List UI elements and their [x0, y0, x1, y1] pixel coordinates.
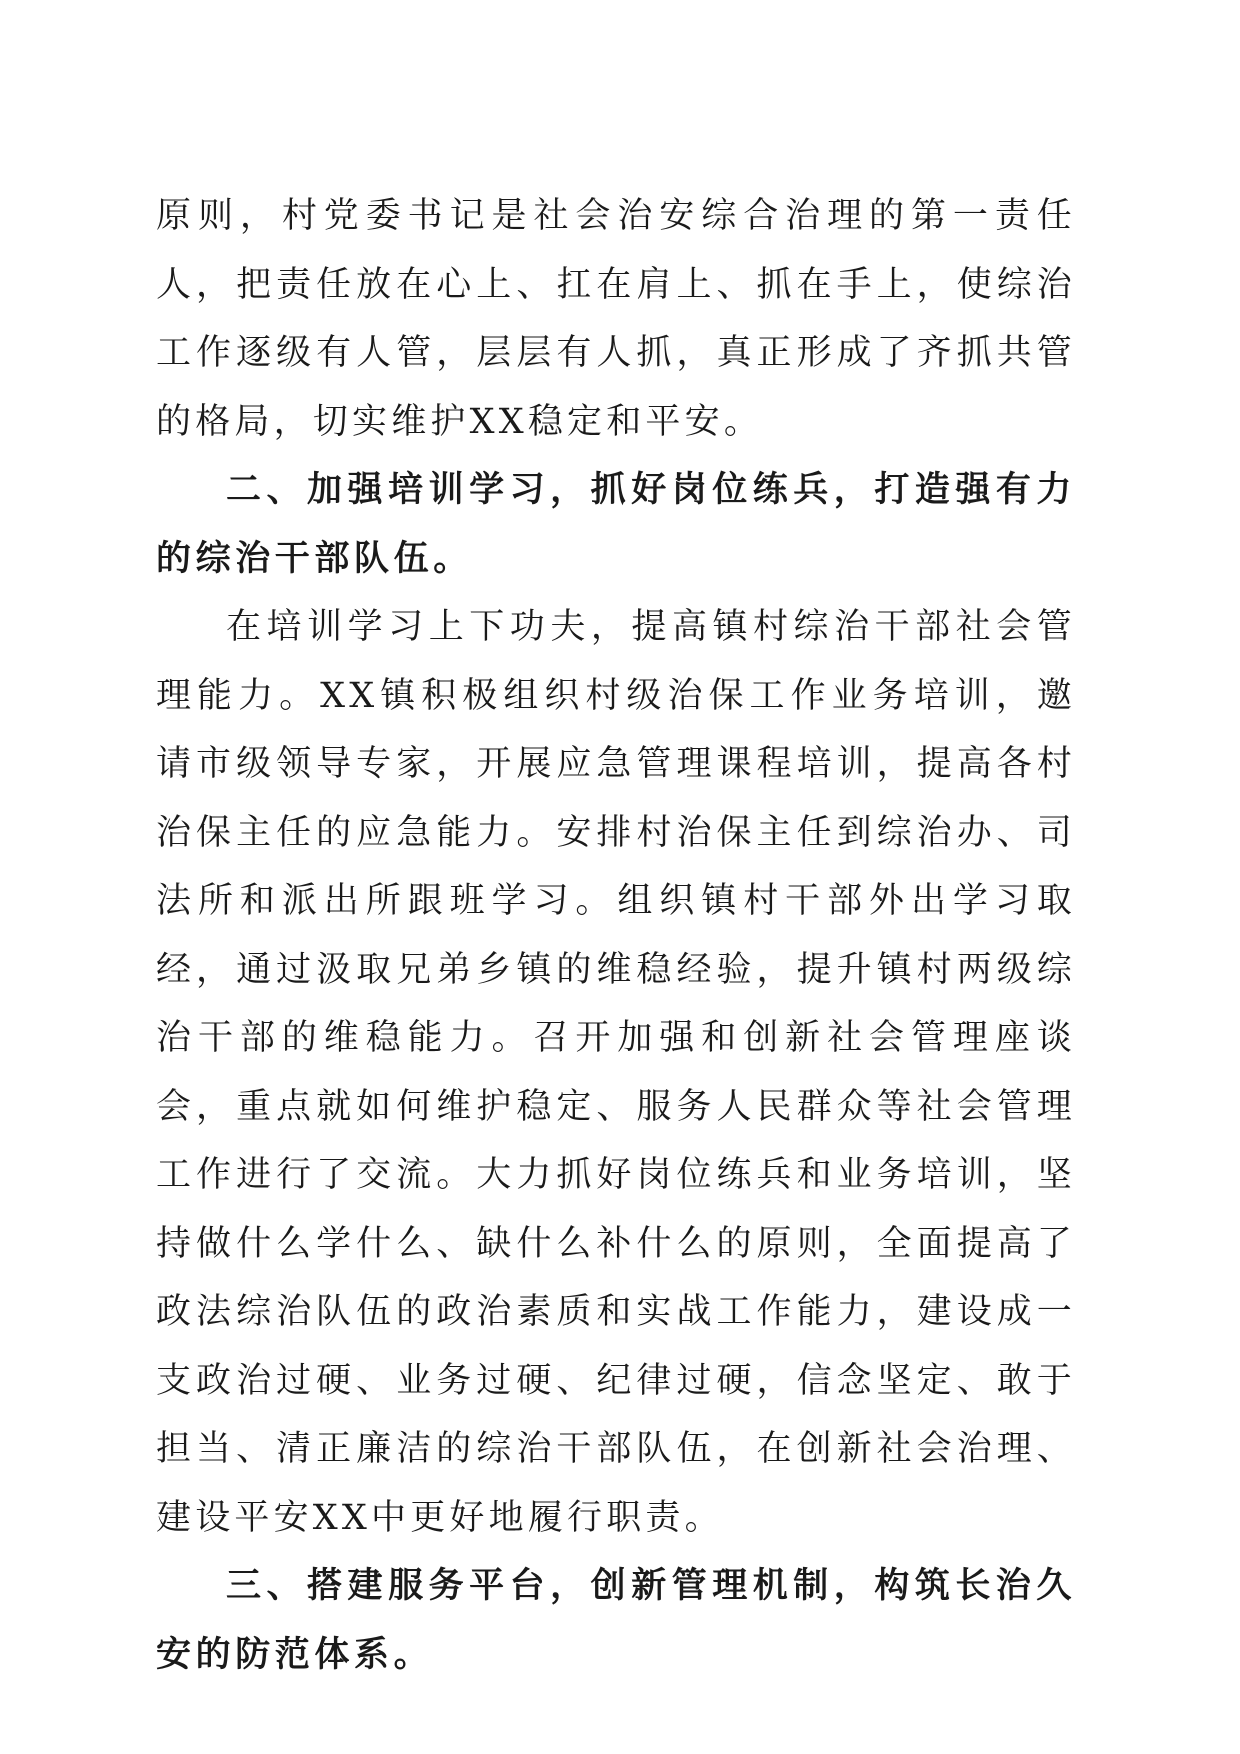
- body-paragraph-1: 原则，村党委书记是社会治安综合治理的第一责任人，把责任放在心上、扛在肩上、抓在手上，使综治工作逐级有人管，层层有人抓，真正形成了齐抓共管的格局，切实维护XX稳定和平安。: [156, 196, 1076, 442]
- document-body: [156, 182, 1076, 1689]
- body-paragraph-2: 在培训学习上下功夫，提高镇村综治干部社会管理能力。XX镇积极组织村级治保工作业务培训，邀请市级领导专家，开展应急管理课程培训，提高各村治保主任的应急能力。安排村治保主任到综治办、司法所和派出所跟班学习。组织镇村干部外出学习取经，通过汲取兄弟乡镇的维稳经验，提升镇村两级综治干部的维稳能力。召开加强和创新社会管理座谈会，重点就如何维护稳定、服务人民群众等社会管理工作进行了交流。大力抓好岗位练兵和业务培训，坚持做什么学什么、缺什么补什么的原则，全面提高了政法综治队伍的政治素质和实战工作能力，建设成一支政治过硬、业务过硬、纪律过硬，信念坚定、敢于担当、清正廉洁的综治干部队伍，在创新社会治理、建设平安XX中更好地履行职责。: [156, 607, 1076, 1538]
- section-heading-3: 三、搭建服务平台，创新管理机制，构筑长治久安的防范体系。: [156, 1566, 1076, 1675]
- section-heading-2: 二、加强培训学习，抓好岗位练兵，打造强有力的综治干部队伍。: [156, 470, 1076, 579]
